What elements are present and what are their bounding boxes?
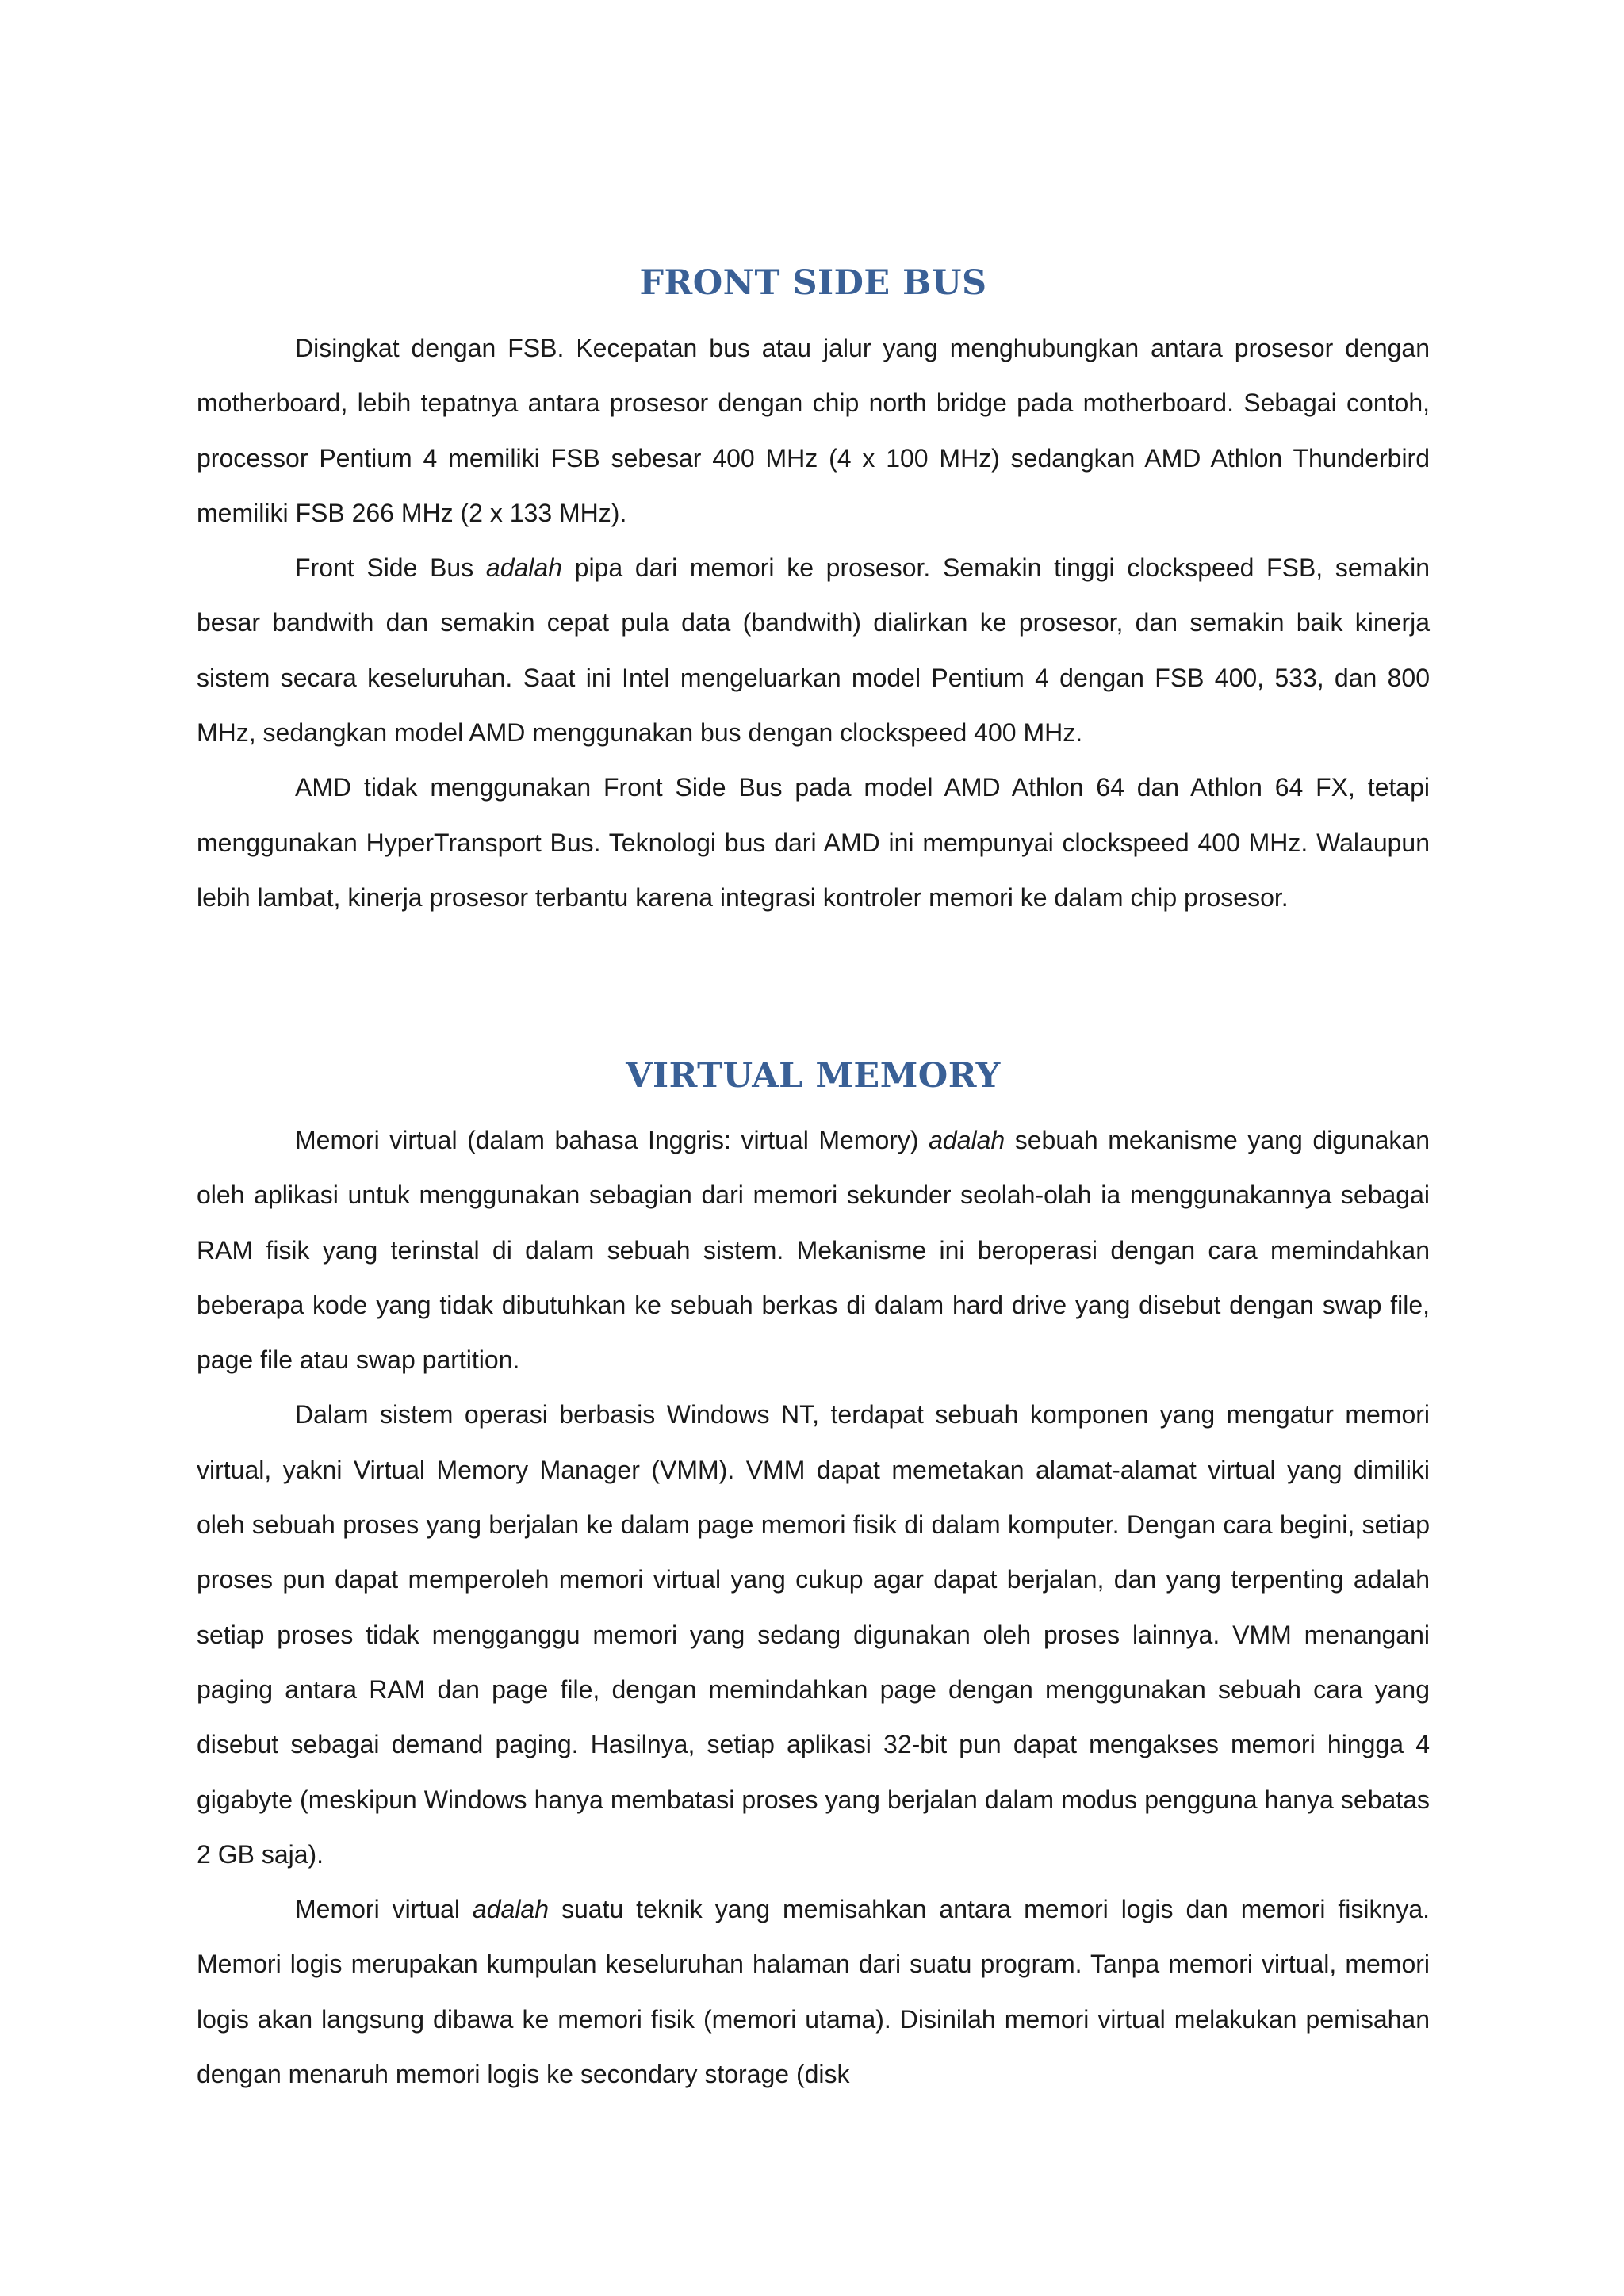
text-segment: Memori virtual (dalam bahasa Inggris: virtual Memory)	[295, 1126, 929, 1154]
paragraph-vm-windows-nt: Dalam sistem operasi berbasis Windows NT, terdapat sebuah komponen yang mengatur memori virtual, yakni Virtual Memory Manager (VMM). VMM dapat memetakan alamat-alamat virtual yang dimiliki oleh sebuah proses yang berjalan ke dalam page memori fisik di dalam komputer. Dengan cara begini, setiap proses pun dapat memperoleh memori virtual yang cukup agar dapat berjalan, dan yang terpenting adalah setiap proses tidak mengganggu memori yang sedang digunakan oleh proses lainnya. VMM menangani paging antara RAM dan page file, dengan memindahkan page dengan menggunakan sebuah cara yang disebut sebagai demand paging. Hasilnya, setiap aplikasi 32-bit pun dapat mengakses memori hingga 4 gigabyte (meskipun Windows hanya membatasi proses yang berjalan dalam modus pengguna hanya sebatas 2 GB saja).	[197, 1400, 1430, 1869]
text-segment: Memori virtual	[295, 1895, 473, 1924]
italic-term: adalah	[485, 553, 562, 583]
section-virtual-memory	[197, 1052, 1430, 1100]
paragraph-fsb-definition: Disingkat dengan FSB. Kecepatan bus atau jalur yang menghubungkan antara prosesor dengan motherboard, lebih tepatnya antara prosesor dengan chip north bridge pada motherboard. Sebagai contoh, processor Pentium 4 memiliki FSB sebesar 400 MHz (4 x 100 MHz) sedangkan AMD Athlon Thunderbird memiliki FSB 266 MHz (2 x 133 MHz).	[197, 334, 1430, 527]
paragraph-fsb-pipeline	[197, 541, 1430, 760]
text-segment: Front Side Bus	[295, 553, 486, 583]
italic-term: adalah	[929, 1126, 1005, 1154]
paragraph-fsb-amd: AMD tidak menggunakan Front Side Bus pada model AMD Athlon 64 dan Athlon 64 FX, tetapi menggunakan HyperTransport Bus. Teknologi bus dari AMD ini mempunyai clockspeed 400 MHz. Walaupun lebih lambat, kinerja prosesor terbantu karena integrasi kontroler memori ke dalam chip prosesor.	[197, 773, 1430, 912]
paragraph-vm-logical-physical	[197, 1882, 1430, 2102]
text-segment: suatu teknik yang memisahkan antara memori logis dan memori fisiknya. Memori logis merupakan kumpulan keseluruhan halaman dari suatu program. Tanpa memori virtual, memori logis akan langsung dibawa ke memori fisik (memori utama). Disinilah memori virtual melakukan pemisahan dengan menaruh memori logis ke secondary storage (disk	[197, 1895, 1431, 2089]
section-virtual-memory-body	[197, 1113, 1430, 2102]
text-segment: sebuah mekanisme yang digunakan oleh aplikasi untuk menggunakan sebagian dari memori sekunder seolah-olah ia menggunakannya sebagai RAM fisik yang terinstal di dalam sebuah sistem. Mekanisme ini beroperasi dengan cara memindahkan beberapa kode yang tidak dibutuhkan ke sebuah berkas di dalam hard drive yang disebut dengan swap file, page file atau swap partition.	[197, 1126, 1431, 1375]
section-title-front-side-bus: FRONT SIDE BUS	[639, 263, 987, 303]
italic-term: adalah	[472, 1895, 550, 1924]
paragraph-vm-definition	[197, 1113, 1430, 1387]
text-segment: pipa dari memori ke prosesor. Semakin tinggi clockspeed FSB, semakin besar bandwith dan semakin cepat pula data (bandwith) dialirkan ke prosesor, dan semakin baik kinerja sistem secara keseluruhan. Saat ini Intel mengeluarkan model Pentium 4 dengan FSB 400, 533, dan 800 MHz, sedangkan model AMD menggunakan bus dengan clockspeed 400 MHz.	[197, 553, 1431, 748]
section-front-side-bus	[197, 259, 1430, 307]
section-front-side-bus-body	[197, 321, 1430, 925]
section-title-virtual-memory: VIRTUAL MEMORY	[626, 1056, 1001, 1096]
